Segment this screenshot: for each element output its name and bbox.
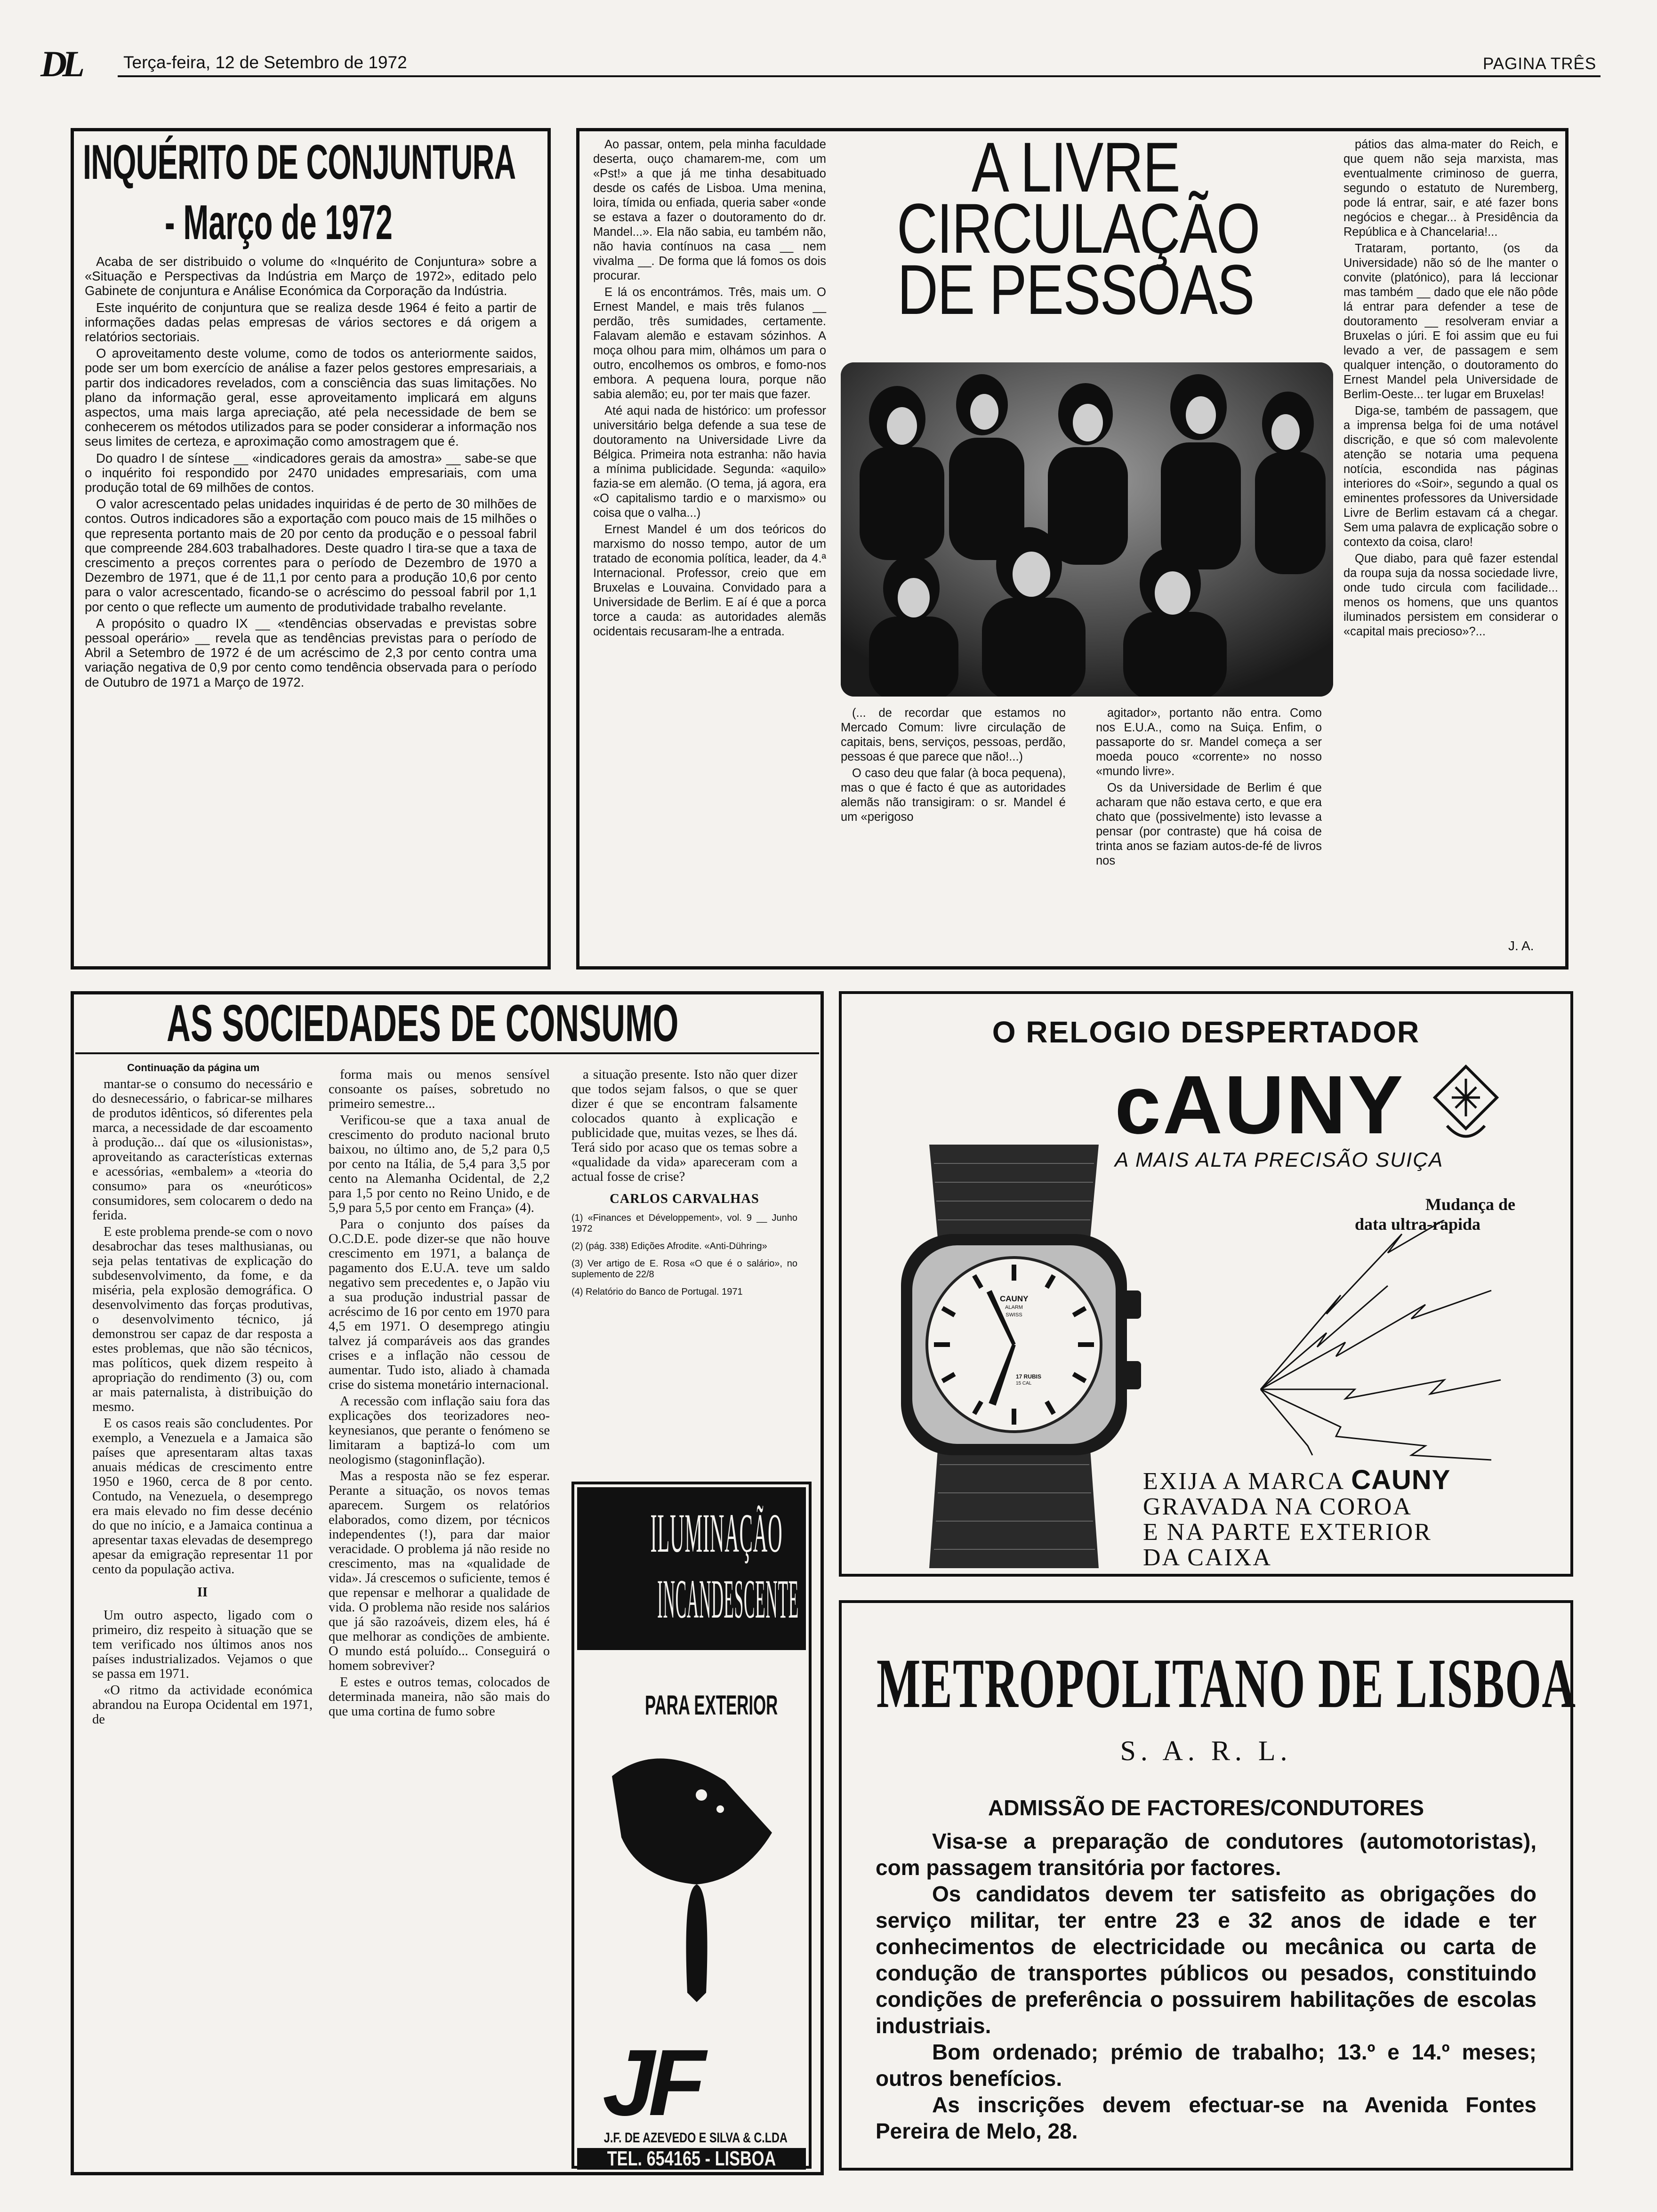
cauny-brand: cAUNY xyxy=(1115,1059,1405,1151)
paragraph: E lá os encontrámos. Três, mais um. O Ernest Mandel, e mais três fulanos __ perdão, três sumidades, certamente. Falavam alemão e estavam sózinhos. A moça olhou para mim, olhámos um para o outro, encolhemos os ombros, e fomo-nos embora. A pequena loura, porque não sabia alemão; eu, por ter mais que fazer. xyxy=(593,286,826,401)
paragraph: As inscrições devem efectuar-se na Avenida Fontes Pereira de Melo, 28. xyxy=(876,2092,1536,2143)
cauny-emblem-icon xyxy=(1433,1065,1499,1149)
dial-brand: CAUNY xyxy=(1000,1294,1029,1303)
inquerito-title-line1: INQUÉRITO DE CONJUNTURA xyxy=(83,135,516,190)
dial-alarm: ALARM xyxy=(1005,1305,1023,1310)
cauny-cta-line xyxy=(1143,1467,1450,1494)
dial-rubis: 17 RUBIS xyxy=(1016,1373,1042,1380)
paragraph: E este problema prende-se com o novo desabrochar das teses malthusianas, ou seja pelas tentativas de explicação do subdesenvolvimento, da fome, e da miséria, pela explosão demográfica. O desenvolvimento das forças produtivas, o desenvolvimento técnico, já demonstrou ser capaz de dar resposta a estes problemas, que não são técnicos, mas políticos, quek dizem respeito à apropriação do rendimento (3) ou, com ar mais paternalista, à distribuição do mesmo. xyxy=(92,1225,313,1414)
footnote: (3) Ver artigo de E. Rosa «O que é o salário», no suplemento de 22/8 xyxy=(571,1258,797,1280)
paragraph: Ernest Mandel é um dos teóricos do marxismo do nosso tempo, autor de um tratado de economia política, leader, da 4.ª Internacional. Professor, creio que em Bruxelas e Louvaina. Convidado para a Universidade de Berlim. E aí é que a porca torce a cauda: as autoridades alemãs ocidentais recusaram-lhe a entrada. xyxy=(593,523,826,638)
metro-ad xyxy=(839,1600,1577,2171)
livre-col4 xyxy=(1343,137,1558,641)
jf-phone-band xyxy=(577,2148,806,2170)
consumo-title-rule xyxy=(75,1052,819,1054)
jf-ad xyxy=(571,1482,812,2169)
consumo-col1 xyxy=(92,1077,313,1729)
paragraph: Um outro aspecto, ligado com o primeiro, diz respeito à situação que se tem verificado nos últimos anos nos países industrializados. Vejamos o que se passa em 1971. xyxy=(92,1608,313,1681)
paragraph: pátios das alma-mater do Reich, e que quem não seja marxista, mas eventualmente criminoso de guerra, segundo o estatuto de Nuremberg, pode lá entrar, sair, e até fazer bons negócios e chegar... à Presidência da República e à Chancelaria!... xyxy=(1343,138,1558,239)
lamp-illustration xyxy=(603,1748,791,2012)
livre-signature: J. A. xyxy=(1508,938,1534,953)
cauny-ad xyxy=(839,991,1573,1577)
jf-logo: JF xyxy=(603,2030,700,2135)
metro-title: METROPOLITANO DE LISBOA xyxy=(877,1644,1577,1723)
paragraph: (... de recordar que estamos no Mercado Comum: livre circulação de capitais, bens, serviços, pessoas, perdão, pessoas é que parece que não!...) xyxy=(841,706,1066,763)
cauny-cta-line: DA CAIXA xyxy=(1143,1544,1272,1571)
header-rule xyxy=(118,75,1601,77)
consumo-col2 xyxy=(329,1067,550,1721)
footnote: (2) (pág. 338) Edições Afrodite. «Anti-Dühring» xyxy=(571,1241,767,1251)
livre-col3 xyxy=(1096,706,1322,870)
paragraph: Os candidatos devem ter satisfeito as obrigações do serviço militar, ter entre 23 e 32 anos de idade e ter conhecimentos de electricidade ou mecânica ou carta de condução de transportes públicos ou pesados, constituindo condições de preferência o possuirem habilitações de escolas industriais. xyxy=(876,1882,1536,2038)
cauny-tagline: A MAIS ALTA PRECISÃO SUIÇA xyxy=(1115,1148,1444,1171)
footnote: (1) «Finances et Développement», vol. 9 __ Junho 1972 xyxy=(571,1213,797,1234)
paragraph: mantar-se o consumo do necessário e do desnecessário, o fabricar-se milhares de produtos idênticos, só diferentes pela marca, a necessidade de dar escoamento à produção... daí que os «ilusionistas», aproveitando as características externas e acessórias, «embalem» a «teoria do consumo» para os «neuróticos» consumidores, sem colocarem o dedo na ferida. xyxy=(92,1077,313,1223)
inquerito-title-line2: - Março de 1972 xyxy=(165,195,393,250)
paragraph: Visa-se a preparação de condutores (automotoristas), com passagem transitória por factores. xyxy=(876,1829,1536,1880)
lightning-burst-icon xyxy=(1247,1220,1510,1465)
paragraph: a situação presente. Isto não quer dizer que todos sejam falsos, o que se quer dizer é que se encontram falsamente colocados quanto à explicação e publicidade que, muitas vezes, se lhes dá. Terá sido por acaso que os temas sobre a «qualidade da vida» apareceram com a actual fosse de crise? xyxy=(571,1067,797,1184)
metro-sarl: S. A. R. L. xyxy=(1120,1735,1292,1766)
jf-ad-subtitle: PARA EXTERIOR xyxy=(645,1690,778,1721)
paragraph: Mas a resposta não se fez esperar. Perante a situação, os novos temas aparecem. Surgem os relatórios elaborados, como dizem, por técnicos independentes (!), para dar maior veracidade. O problema já não reside no crescimento, mas na «qualidade de vida». Já crescemos o suficiente, temos é que repensar e melhorar a qualidade de vida. O problema não reside nos salários que já são razoáveis, dizem eles, há é que melhorar as condições de ambiente. O mundo está poluído... Conseguirá o homem sobreviver? xyxy=(329,1469,550,1673)
header-date: Terça-feira, 12 de Setembro de 1972 xyxy=(123,53,407,72)
paragraph: Os da Universidade de Berlim é que acharam que não estava certo, e que era chato que (possivelmente) isto levasse a pensar (por contraste) que há coisa de trinta anos se faziam autos-de-fé de livros nos xyxy=(1096,781,1322,867)
cauny-feature-1: Mudança de xyxy=(1425,1195,1516,1214)
paragraph: O aproveitamento deste volume, como de todos os anteriormente saidos, pode ser um bom exercício de análise a fazer pelos gestores empresariais, a partir dos indicadores revelados, com a consciência das suas limitações. No plano da informação geral, esse aproveitamento implicará em alguns aspectos, uma mais larga apreciação, até pela necessidade de bem se conhecerem os métodos utilizados para se poder considerar a informação nos seus limites de certeza, e aproximação como amostragem que é. xyxy=(85,346,537,449)
metro-body xyxy=(876,1828,1536,2144)
paragraph: Do quadro I de síntese __ «indicadores gerais da amostra» __ sabe-se que o inquérito foi respondido por 2470 unidades empresariais, com uma produção total de 69 milhões de contos. xyxy=(85,450,537,495)
paragraph: Para o conjunto dos países da O.C.D.E. pode dizer-se que não houve crescimento em 1971, a balança de pagamento dos E.U.A. teve um saldo negativo sem precedentes e, o Japão viu a sua produção industrial passar de acréscimo de 16 por cento em 1970 para 4,5 em 1971. O desemprego atingiu talvez já comparáveis aos das grandes crises e a inflação não cessou de aumentar. Tudo isto, aliado à chamada crise do sistema monetário internacional. xyxy=(329,1217,550,1392)
cauny-cta-line: E NA PARTE EXTERIOR xyxy=(1143,1519,1432,1546)
consumo-col3 xyxy=(571,1067,797,1298)
metro-heading: ADMISSÃO DE FACTORES/CONDUTORES xyxy=(988,1795,1424,1820)
jf-ad-title-line1: ILUMINAÇÃO xyxy=(650,1502,783,1564)
cauny-cta-text: EXIJA A MARCA xyxy=(1143,1468,1344,1495)
livre-col1 xyxy=(593,137,826,641)
paragraph: O caso deu que falar (à boca pequena), mas o que é facto é que as autoridades alemãs não transigiram: o sr. Mandel é um «perigoso xyxy=(841,767,1066,824)
paragraph: «O ritmo da actividade económica abrandou na Europa Ocidental em 1971, de xyxy=(92,1683,313,1727)
paragraph: E estes e outros temas, colocados de determinada maneira, não são mais do que uma cortina de fumo sobre xyxy=(329,1675,550,1719)
paragraph: Que diabo, para quê fazer estendal da roupa suja da nossa sociedade livre, onde tudo circula com facilidade... menos os homens, que uns quantos iluminados persistem em considerar o «capital mais precioso»?... xyxy=(1343,552,1558,638)
livre-title-line: DE PESSOAS xyxy=(897,250,1254,329)
paragraph: Verificou-se que a taxa anual de crescimento do produto nacional bruto baixou, no último ano, de 5,2 para 0,5 por cento na Itália, de 5,4 para 3,5 por cento na Alemanha Ocidental, de 2,2 para 1,5 por cento no Reino Unido, e de 5,9 para 5,5 por cento em França» (4). xyxy=(329,1113,550,1215)
footnote: (4) Relatório do Banco de Portugal. 1971 xyxy=(571,1287,743,1297)
paragraph: A recessão com inflação saiu fora das explicações dos teorizadores neo-keynesianos, que perante o fenómeno se limitaram a baptizá-lo com um neologismo (stagoninflação). xyxy=(329,1394,550,1467)
paragraph: Acaba de ser distribuido o volume do «Inquérito de Conjuntura» sobre a «Situação e Perspectivas da Indústria em Março de 1972», editado pelo Gabinete de conjuntura e Análise Económica da Corporação da Indústria. xyxy=(85,254,537,298)
cauny-cta xyxy=(1143,1467,1450,1571)
consumo-title: AS SOCIEDADES DE CONSUMO xyxy=(167,994,679,1052)
jf-ad-title-band xyxy=(577,1487,806,1650)
cauny-cta-line: GRAVADA NA COROA xyxy=(1143,1493,1412,1520)
paragraph: forma mais ou menos sensível consoante os países, sobretudo no primeiro semestre... xyxy=(329,1067,550,1111)
livre-title-line: A LIVRE xyxy=(971,128,1180,207)
header-page-label: PAGINA TRÊS xyxy=(1483,55,1597,73)
consumo-continuation: Continuação da página um xyxy=(127,1062,260,1074)
livre-title-line: CIRCULAÇÃO xyxy=(897,189,1260,268)
crowd-photo-image xyxy=(841,362,1333,697)
cauny-cta-brand: CAUNY xyxy=(1351,1465,1451,1495)
dial-cal: 15 CAL xyxy=(1016,1381,1032,1386)
paragraph: Até aqui nada de histórico: um professor universitário belga defende a sua tese de doutoramento na Universidade Livre da Bélgica. Primeira nota estranha: não havia a mínima publicidade. Segunda: «aquilo» fazia-se em alemão. (O tema, já agora, era «O capitalismo tardio e o marxismo» ou coisa que o valha...) xyxy=(593,404,826,520)
jf-ad-title-line2: INCANDESCENTE xyxy=(657,1568,799,1630)
section-number: II xyxy=(197,1585,208,1600)
paragraph: Bom ordenado; prémio de trabalho; 13.º e 14.º meses; outros benefícios. xyxy=(876,2040,1536,2091)
paragraph: Diga-se, também de passagem, que a imprensa belga foi de uma notável discrição, e que só com malevolente atenção se notaria uma pequena notícia, escondida nas páginas interiores do «Soir», segundo a qual os eminentes professores da Universidade Livre de Berlim estavam cá a chegar. Sem uma palavra de explicação sobre o contexto da coisa, claro! xyxy=(1343,404,1558,549)
cauny-feature-2: data ultra-rapida xyxy=(1355,1215,1481,1234)
livre-col2 xyxy=(841,706,1066,826)
jf-company: J.F. DE AZEVEDO E SILVA & C.LDA xyxy=(603,2130,788,2146)
paragraph: A propósito o quadro IX __ «tendências observadas e previstas sobre pessoal operário» __ revela que as tendências previstas para o período de Abril a Setembro de 1972 é de um acréscimo de 2,3 por cento contra uma variação negativa de 0,9 por cento como tendência observada para o período de Outubro de 1971 a Março de 1972. xyxy=(85,616,537,689)
dial-swiss: SWISS xyxy=(1005,1312,1022,1318)
paragraph: agitador», portanto não entra. Como nos E.U.A., como na Suiça. Enfim, o passaporte do sr. Mandel começa a ser moeda pouco «corrente» no nosso «mundo livre». xyxy=(1096,706,1322,778)
cauny-headline: O RELOGIO DESPERTADOR xyxy=(992,1015,1420,1049)
paragraph: Este inquérito de conjuntura que se realiza desde 1964 é feito a partir de informações dadas pelas empresas de vários sectores e dá origem a relatórios sectoriais. xyxy=(85,300,537,345)
paragraph: Ao passar, ontem, pela minha faculdade deserta, ouço chamarem-me, com um «Pst!» a que já me tinha desabituado desde os cafés de Lisboa. Uma menina, loira, tímida ou enfiada, queria saber «onde se estava a fazer o doutoramento do dr. Mandel...». Ela não sabia, eu também não, não havia contínuos na casa __ nem vivalma __. De forma que lá fomos os dois procurar. xyxy=(593,138,826,282)
crowd-photo xyxy=(841,362,1333,697)
paragraph: Trataram, portanto, (os da Universidade) não só de lhe manter o convite (platónico), para lá leccionar mas também __ dado que ele não pôde lá entrar para defender a tese de doutoramento __ resolveram enviar a Bruxelas o júri. E foi assim que eu fui levado a ver, de passagem e sem qualquer intenção, o doutoramento do Ernest Mandel pela Universidade de Berlim-Oeste... ter lugar em Bruxelas! xyxy=(1343,242,1558,401)
paragraph: O valor acrescentado pelas unidades inquiridas é de perto de 30 milhões de contos. Outros indicadores são a exportação com pouco mais de 15 milhões o que representa portanto mais de 20 por cento da produção e o pessoal fabril que compreende 284.603 trabalhadores. Deste quadro I tira-se que a taxa de crescimento a preços correntes para o período de Dezembro de 1970 a Dezembro de 1971, que é de 11,1 por cento para a produção 10,6 por cento para o valor acrescentado, ficando-se o acréscimo do pessoal fabril por 1,1 por cento o que reflecte um aumento de produtividade trabalho revelante. xyxy=(85,497,537,614)
article-author: CARLOS CARVALHAS xyxy=(610,1192,759,1206)
newspaper-logo: DL xyxy=(40,43,80,84)
inquerito-body xyxy=(85,254,537,691)
jf-phone: TEL. 654165 - LISBOA xyxy=(607,2147,776,2170)
paragraph: E os casos reais são concludentes. Por exemplo, a Venezuela e a Jamaica são países que apresentaram altas taxas anuais médicas de crescimento entre 1950 e 1960, cerca de 8 por cento. Contudo, na Venezuela, o desemprego era mais elevado no fim desse decénio do que no início, e a Jamaica continua a apresentar taxas elevadas de desemprego apesar da emigração representar 11 por cento da população activa. xyxy=(92,1416,313,1577)
livre-title xyxy=(852,128,1299,329)
watch-illustration xyxy=(868,1135,1160,1573)
